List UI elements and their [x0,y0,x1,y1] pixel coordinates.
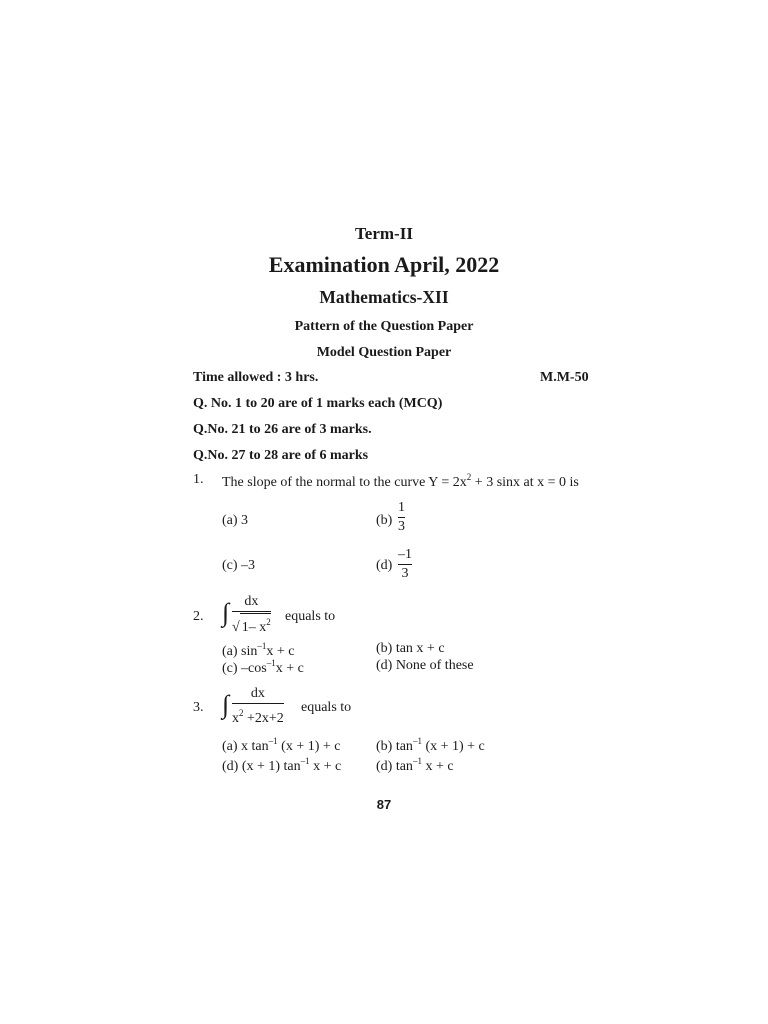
q2-option-d: (d) None of these [376,658,474,673]
q2-option-b: (b) tan x + c [376,641,445,656]
marks-rule-2: Q.No. 21 to 26 are of 3 marks. [193,422,372,437]
q3-option-c: (d) (x + 1) $\tan^{-1} x + c$ [222,756,342,774]
q1-option-c: (c) –3 [222,558,256,573]
time-allowed: Time allowed : 3 hrs. [193,370,319,385]
q3-option-a: (a) x $\tan^{-1} (x + 1) + c$ [222,736,341,754]
q2-equals-to: equals to [285,609,336,624]
max-marks: M.M-50 [540,370,589,385]
question-3-number: 3. [193,700,204,715]
q1-option-d-label: (d) [376,558,393,573]
marks-rule-3: Q.No. 27 to 28 are of 6 marks [193,448,369,463]
integral-sign: ∫ [222,690,230,719]
q3-equals-to: equals to [301,700,352,715]
subject-heading: Mathematics-XII [319,287,449,307]
q1-option-b-fraction: 1 3 [398,500,405,534]
q2-integrand-fraction: dx √ 1– $x^2$ [232,594,271,635]
q1-option-d-fraction: –1 3 [398,547,412,581]
pattern-heading: Pattern of the Question Paper [294,319,474,334]
model-heading: Model Question Paper [316,345,452,360]
q2-option-c: (c) $-\cos^{-1}x + c$ [222,658,304,676]
exam-title: Examination April, 2022 [268,252,500,277]
q2-option-a: (a) $\sin^{-1}x + c$ [222,641,295,659]
question-2-number: 2. [193,609,204,624]
q3-integrand-fraction: dx $x^2 +2x+2$ [232,686,284,726]
q1-option-b-label: (b) [376,513,393,528]
term-heading: Term-II [355,224,413,243]
marks-rule-1: Q. No. 1 to 20 are of 1 marks each (MCQ) [193,396,443,411]
page-number: 87 [376,797,392,812]
q3-option-b: (b) $\tan^{-1} (x + 1) + c$ [376,736,485,754]
q1-option-a: (a) 3 [222,513,249,528]
q3-option-d: (d) $\tan^{-1} x + c$ [376,756,454,774]
question-1-text: The slope of the normal to the curve $Y = 2x^2 + 3$ sinx at x = 0 is [222,472,579,490]
integral-sign: ∫ [222,598,230,627]
question-1-number: 1. [193,472,204,487]
